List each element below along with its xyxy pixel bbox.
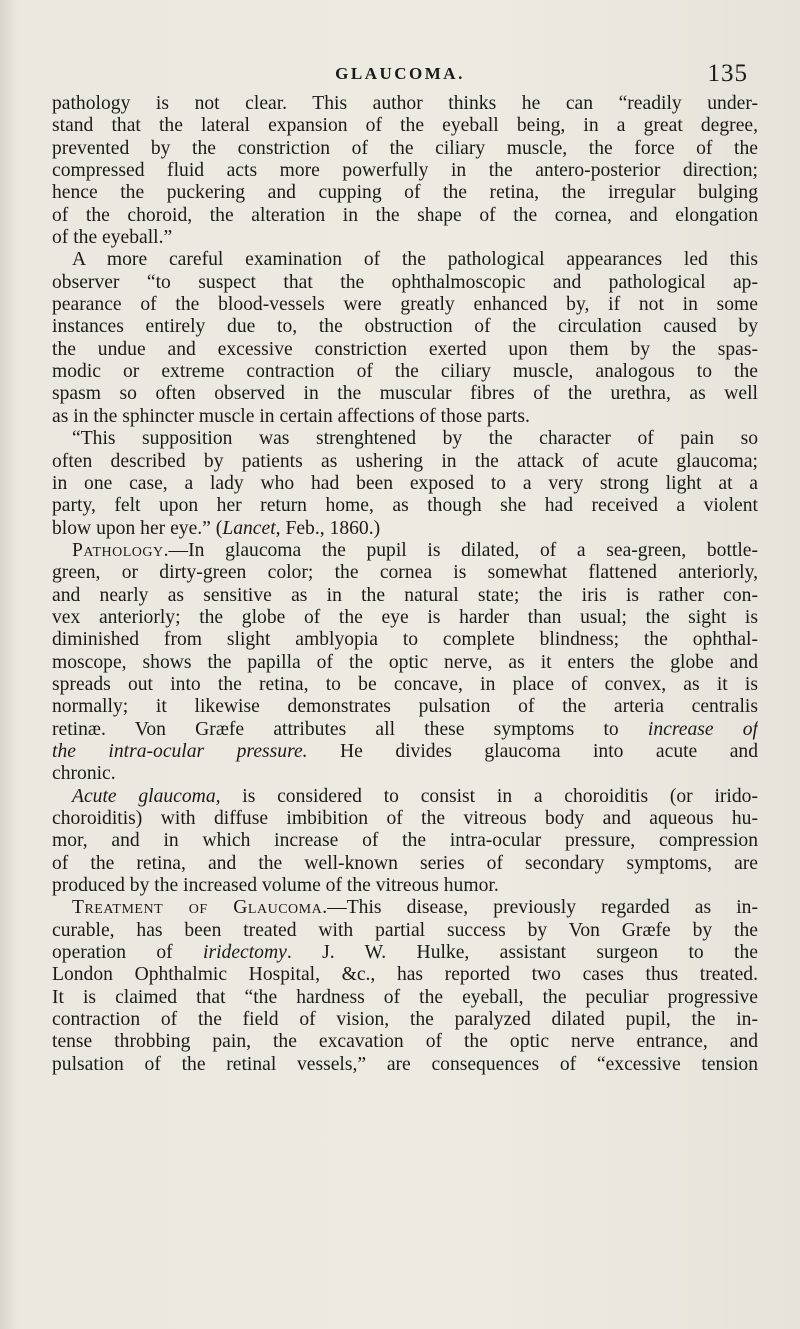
text-line	[52, 495, 758, 517]
text-run: the undue and excessive constriction exerted upon them by the spas-	[52, 338, 758, 360]
running-title: GLAUCOMA.	[335, 64, 465, 83]
text-line	[52, 182, 758, 204]
text-run: spreads out into the retina, to be concave, in place of convex, as it is	[52, 673, 758, 695]
text-run: and nearly as sensitive as in the natural state; the iris is rather con-	[52, 584, 758, 606]
text-run: pulsation of the retinal vessels,” are consequences of “excessive tension	[52, 1053, 758, 1075]
text-line	[52, 316, 758, 338]
text-run: of the choroid, the alteration in the shape of the cornea, and elongation	[52, 204, 758, 226]
text-line	[52, 249, 758, 271]
small-caps-heading: Treatment of Glaucoma	[72, 897, 323, 919]
text-line	[52, 808, 758, 830]
text-line	[52, 406, 758, 428]
text-line	[52, 1054, 758, 1076]
text-run: prevented by the constriction of the ciliary muscle, the force of the	[52, 137, 758, 159]
text-line	[52, 964, 758, 986]
text-line	[52, 786, 758, 808]
text-run: pearance of the blood-vessels were greatly enhanced by, if not in some	[52, 294, 758, 316]
text-run: moscope, shows the papilla of the optic nerve, as it enters the globe and	[52, 651, 758, 673]
text-line	[52, 719, 758, 741]
text-run: compressed fluid acts more powerfully in the antero-posterior direction;	[52, 160, 758, 182]
page-number: 135	[707, 60, 748, 87]
text-line	[52, 451, 758, 473]
text-run: It is claimed that “the hardness of the eyeball, the peculiar progressive	[52, 986, 758, 1008]
text-line	[52, 607, 758, 629]
italic-text: iridectomy	[203, 942, 287, 964]
text-run: spasm so often observed in the muscular fibres of the urethra, as well	[52, 383, 758, 405]
text-run: chronic.	[52, 763, 116, 785]
text-line	[52, 160, 758, 182]
text-run: in one case, a lady who had been exposed to a very strong light at a	[52, 472, 758, 494]
small-caps-heading: Pathology	[72, 539, 164, 561]
text-run: blow upon her eye.” (	[52, 517, 223, 539]
text-run: green, or dirty-green color; the cornea is somewhat flattened anteriorly,	[52, 562, 758, 584]
running-head	[0, 60, 800, 90]
text-line	[52, 115, 758, 137]
text-run: often described by patients as ushering in the attack of acute glaucoma;	[52, 450, 758, 472]
text-line	[52, 875, 758, 897]
text-line	[52, 518, 758, 540]
text-line	[52, 339, 758, 361]
text-run: A more careful examination of the pathological appearances led this	[72, 249, 758, 271]
text-run: London Ophthalmic Hospital, &c., has reported two cases thus treated.	[52, 964, 758, 986]
italic-text: the intra-ocular pressure.	[52, 740, 308, 762]
text-run: , Feb., 1860.)	[275, 517, 381, 539]
text-run: modic or extreme contraction of the ciliary muscle, analogous to the	[52, 361, 758, 383]
text-run: party, felt upon her return home, as though she had received a violent	[52, 495, 758, 517]
text-line	[52, 272, 758, 294]
text-run: as in the sphincter muscle in certain affections of those parts.	[52, 405, 530, 427]
text-run: “This supposition was strenghtened by the character of pain so	[72, 428, 758, 450]
text-run: observer “to suspect that the ophthalmoscopic and pathological ap-	[52, 271, 758, 293]
text-line	[52, 674, 758, 696]
text-line	[52, 830, 758, 852]
text-run: He divides glaucoma into acute and	[307, 740, 758, 762]
text-line	[52, 93, 758, 115]
text-line	[52, 853, 758, 875]
text-run: instances entirely due to, the obstruction of the circulation caused by	[52, 316, 758, 338]
text-line	[52, 562, 758, 584]
text-line	[52, 205, 758, 227]
text-line	[52, 1009, 758, 1031]
text-run: curable, has been treated with partial success by Von Græfe by the	[52, 919, 758, 941]
text-run: choroiditis) with diffuse imbibition of the vitreous body and aqueous hu-	[52, 808, 758, 829]
text-line	[52, 138, 758, 160]
text-run: pathology is not clear. This author thinks he can “readily under-	[52, 93, 758, 114]
text-line	[52, 428, 758, 450]
text-line	[52, 383, 758, 405]
text-line	[52, 540, 758, 562]
text-run: diminished from slight amblyopia to complete blindness; the ophthal-	[52, 629, 758, 651]
text-run: of the eyeball.”	[52, 227, 173, 249]
text-line	[52, 585, 758, 607]
text-run: mor, and in which increase of the intra-ocular pressure, compression	[52, 830, 758, 852]
text-line	[52, 473, 758, 495]
italic-text: increase of	[647, 718, 758, 740]
text-run: .—In glaucoma the pupil is dilated, of a sea-green, bottle-	[163, 539, 758, 561]
text-line	[52, 897, 758, 919]
text-run: tense throbbing pain, the excavation of the optic nerve entrance, and	[52, 1031, 758, 1053]
text-line	[52, 942, 758, 964]
text-run: is considered to consist in a choroiditis (or irido-	[220, 785, 758, 807]
text-line	[52, 987, 758, 1009]
text-line	[52, 227, 758, 249]
text-line	[52, 652, 758, 674]
text-run: operation of	[52, 942, 204, 964]
text-run: vex anteriorly; the globe of the eye is harder than usual; the sight is	[52, 606, 758, 628]
text-line	[52, 696, 758, 718]
text-run: of the retina, and the well-known series of secondary symptoms, are	[52, 852, 758, 874]
text-line	[52, 920, 758, 942]
text-run: . J. W. Hulke, assistant surgeon to the	[286, 942, 758, 964]
text-run: retinæ. Von Græfe attributes all these symptoms to	[52, 718, 648, 740]
text-line	[52, 629, 758, 651]
text-run: hence the puckering and cupping of the retina, the irregular bulging	[52, 182, 758, 204]
text-line	[52, 1031, 758, 1053]
text-line	[52, 741, 758, 763]
italic-text: Lancet	[222, 517, 276, 539]
text-run: produced by the increased volume of the vitreous humor.	[52, 875, 499, 897]
italic-text: Acute glaucoma,	[72, 785, 221, 807]
text-line	[52, 361, 758, 383]
text-run: stand that the lateral expansion of the eyeball being, in a great degree,	[52, 115, 758, 137]
text-run: .—This disease, previously regarded as in-	[322, 897, 758, 919]
text-line	[52, 763, 758, 785]
text-run: normally; it likewise demonstrates pulsation of the arteria centralis	[52, 696, 758, 718]
text-run: contraction of the field of vision, the paralyzed dilated pupil, the in-	[52, 1009, 758, 1031]
body-text	[52, 93, 758, 1076]
text-line	[52, 294, 758, 316]
